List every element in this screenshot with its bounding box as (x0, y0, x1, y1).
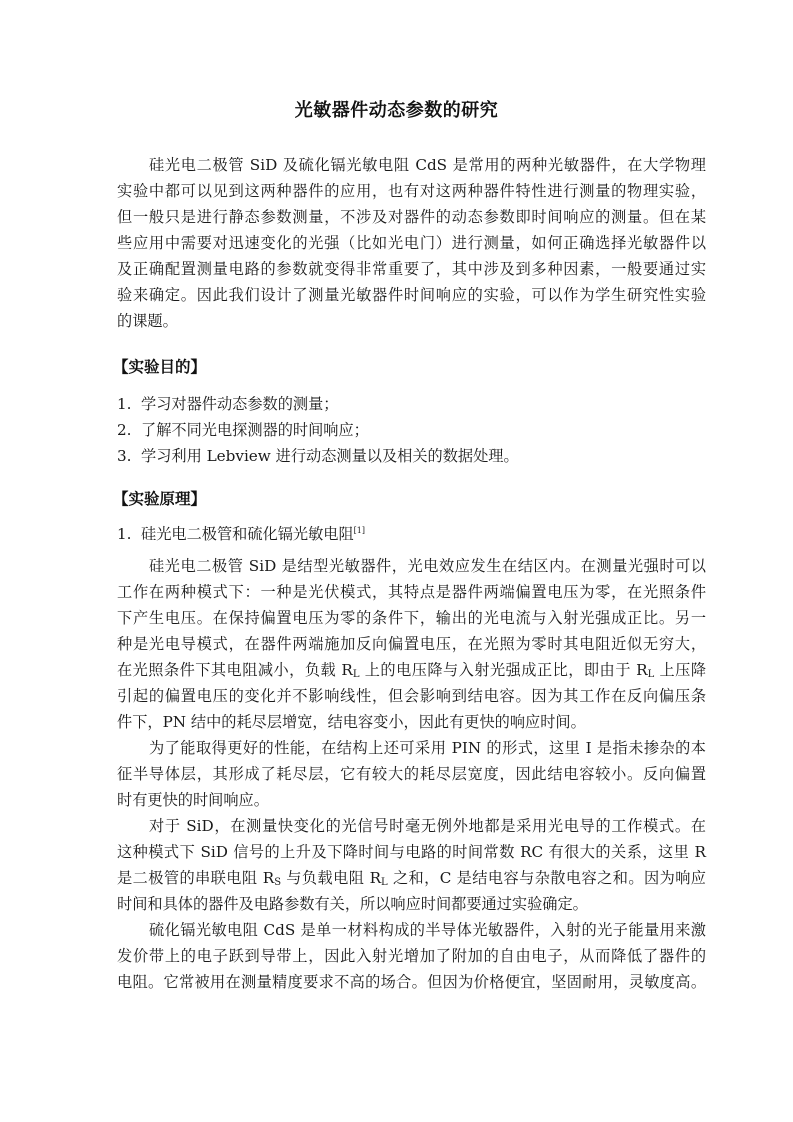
item-text: 学习利用 Lebview 进行动态测量以及相关的数据处理。 (141, 447, 519, 465)
item-number: 3. (117, 447, 132, 465)
paragraph-line: 发价带上的电子跃到导带上，因此入射光增加了附加的自由电子，从而降低了器件的 (117, 947, 706, 965)
subscript: S (274, 877, 282, 888)
paragraph-line: 工作在两种模式下：一种是光伏模式，其特点是器件两端偏置电压为零，在光照条件 (117, 583, 706, 601)
text-run: 上的电压降与入射光强成正比，即由于 R (359, 661, 648, 679)
item-number: 2. (117, 421, 132, 439)
paragraph-line: 这种模式下 SiD 信号的上升及下降时间与电路的时间常数 RC 有很大的关系，这里 R (117, 843, 706, 861)
paragraph-line: 时有更快的时间响应。 (117, 791, 269, 809)
paragraph-line: 电阻。它常被用在测量精度要求不高的场合。但因为价格便宜，坚固耐用，灵敏度高。 (117, 973, 706, 991)
paragraph-line (117, 657, 706, 683)
intro-line: 的课题。 (117, 312, 178, 330)
text-run: 在光照条件下其电阻减小，负载 R (117, 661, 353, 679)
purpose-item (117, 417, 369, 443)
paragraph-line: 下产生电压。在保持偏置电压为零的条件下，输出的光电流与入射光强成正比。另一 (117, 609, 706, 627)
paragraph-line: 硅光电二极管 SiD 是结型光敏器件，光电效应发生在结区内。在测量光强时可以 (149, 557, 706, 575)
paragraph-line: 件下，PN 结中的耗尽层增宽，结电容变小，因此有更快的响应时间。 (117, 713, 586, 731)
intro-line: 实验中都可以见到这两种器件的应用，也有对这两种器件特性进行测量的物理实验， (117, 182, 706, 200)
purpose-item (117, 443, 519, 469)
item-text: 了解不同光电探测器的时间响应； (141, 421, 369, 439)
intro-line: 硅光电二极管 SiD 及硫化镉光敏电阻 CdS 是常用的两种光敏器件，在大学物理 (149, 156, 706, 174)
section-heading-principle: 【实验原理】 (113, 490, 207, 508)
subscript: L (647, 669, 655, 680)
paragraph-line (117, 865, 706, 891)
text-run: 是二极管的串联电阻 R (117, 869, 275, 887)
text-run: 与负载电阻 R (281, 869, 382, 887)
item-number: 1. (117, 525, 132, 543)
section-heading-purpose: 【实验目的】 (113, 358, 207, 376)
text-run: 之和，C 是结电容与杂散电容之和。因为响应 (387, 869, 706, 887)
intro-line: 及正确配置测量电路的参数就变得非常重要了，其中涉及到多种因素，一般要通过实 (117, 260, 706, 278)
paragraph-line: 对于 SiD，在测量快变化的光信号时毫无例外地都是采用光电导的工作模式。在 (149, 817, 706, 835)
subheading-text: 硅光电二极管和硫化镉光敏电阻 (141, 525, 354, 543)
subscript: L (352, 669, 360, 680)
paragraph-line: 时间和具体的器件及电路参数有关，所以响应时间都要通过实验确定。 (117, 895, 588, 913)
item-number: 1. (117, 395, 132, 413)
paragraph-line: 硫化镉光敏电阻 CdS 是单一材料构成的半导体光敏器件，入射的光子能量用来激 (149, 921, 706, 939)
paragraph-line: 引起的偏置电压的变化并不影响线性，但会影响到结电容。因为其工作在反向偏压条 (117, 687, 706, 705)
purpose-item (117, 391, 338, 417)
page-title: 光敏器件动态参数的研究 (294, 100, 499, 121)
principle-subheading (117, 521, 365, 547)
item-text: 学习对器件动态参数的测量； (141, 395, 339, 413)
subscript: L (381, 877, 388, 888)
paragraph-line: 为了能取得更好的性能，在结构上还可采用 PIN 的形式，这里 I 是指未掺杂的本 (149, 739, 706, 757)
intro-line: 验来确定。因此我们设计了测量光敏器件时间响应的实验，可以作为学生研究性实验 (117, 286, 706, 304)
text-run: 上压降 (654, 661, 707, 679)
paragraph-line: 征半导体层，其形成了耗尽层，它有较大的耗尽层宽度，因此结电容较小。反向偏置 (117, 765, 706, 783)
intro-line: 些应用中需要对迅速变化的光强（比如光电门）进行测量，如何正确选择光敏器件以 (117, 234, 706, 252)
paragraph-line: 种是光电导模式，在器件两端施加反向偏置电压，在光照为零时其电阻近似无穷大， (117, 635, 706, 653)
intro-line: 但一般只是进行静态参数测量，不涉及对器件的动态参数即时间响应的测量。但在某 (117, 208, 706, 226)
citation-ref[interactable]: [1] (353, 526, 365, 535)
